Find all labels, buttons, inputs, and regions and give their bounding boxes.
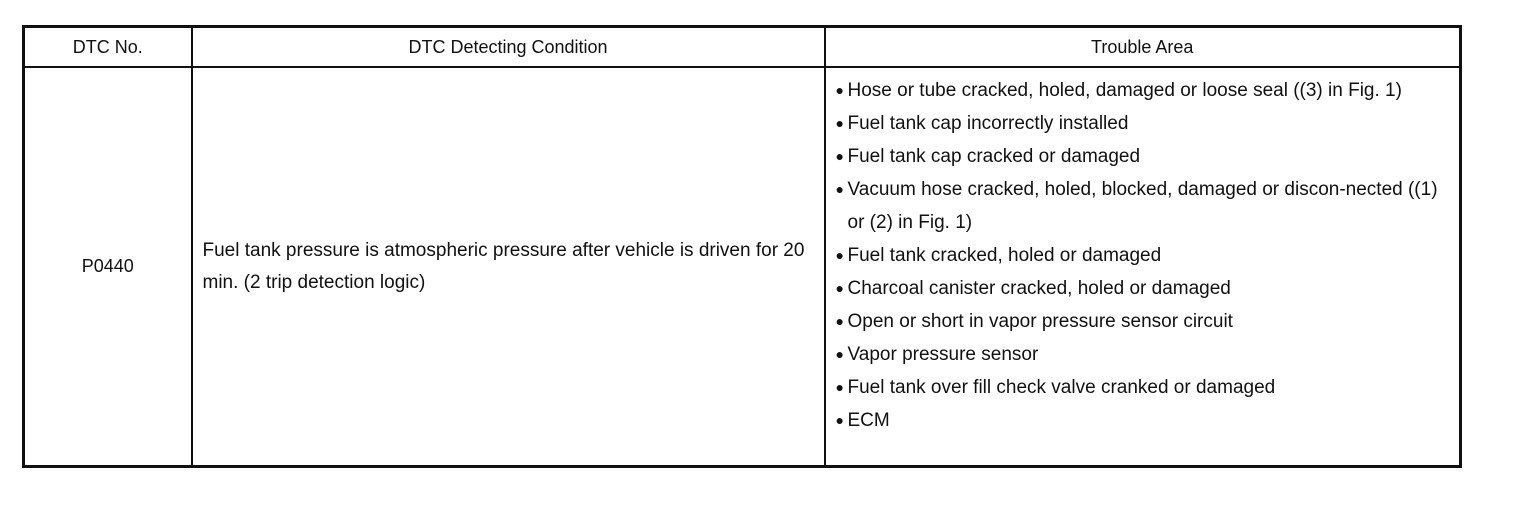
list-item-text: Fuel tank cracked, holed or damaged [847,245,1162,266]
list-item [836,140,1448,173]
bullet-icon: ● [835,115,844,131]
list-item [836,371,1448,404]
list-item [836,338,1448,371]
list-item [836,404,1448,437]
list-item-text: ECM [847,410,890,431]
condition-cell: Fuel tank pressure is atmospheric pressure after vehicle is driven for 20 min. (2 trip detection logic) [192,67,825,467]
list-item-text: Charcoal canister cracked, holed or damaged [847,278,1231,299]
bullet-icon: ● [835,280,844,296]
header-dtc-no: DTC No. [24,27,192,68]
list-item [836,239,1448,272]
list-item [836,272,1448,305]
bullet-icon: ● [835,379,844,395]
header-trouble-area: Trouble Area [825,27,1461,68]
list-item-text: Fuel tank over fill check valve cranked or damaged [847,377,1276,398]
bullet-icon: ● [835,313,844,329]
bullet-icon: ● [835,148,844,164]
trouble-area-cell [825,67,1461,467]
bullet-icon: ● [835,181,844,197]
list-item-text: Vapor pressure sensor [847,344,1039,365]
list-item-text: Vacuum hose cracked, holed, blocked, damaged or discon-nected ((1) or (2) in Fig. 1) [847,179,1438,233]
list-item-text: Hose or tube cracked, holed, damaged or loose seal ((3) in Fig. 1) [847,80,1402,101]
list-item-text: Fuel tank cap incorrectly installed [847,113,1129,134]
trouble-area-list [836,74,1448,437]
bullet-icon: ● [835,346,844,362]
bullet-icon: ● [835,82,844,98]
list-item [836,107,1448,140]
list-item-text: Open or short in vapor pressure sensor circuit [847,311,1233,332]
table-row [24,67,1461,467]
bullet-icon: ● [835,247,844,263]
bullet-icon: ● [835,412,844,428]
list-item [836,173,1448,239]
list-item-text: Fuel tank cap cracked or damaged [847,146,1141,167]
dtc-code-cell: P0440 [24,67,192,467]
list-item [836,74,1448,107]
list-item [836,305,1448,338]
dtc-table [22,25,1462,468]
header-condition: DTC Detecting Condition [192,27,825,68]
header-row [24,27,1461,68]
